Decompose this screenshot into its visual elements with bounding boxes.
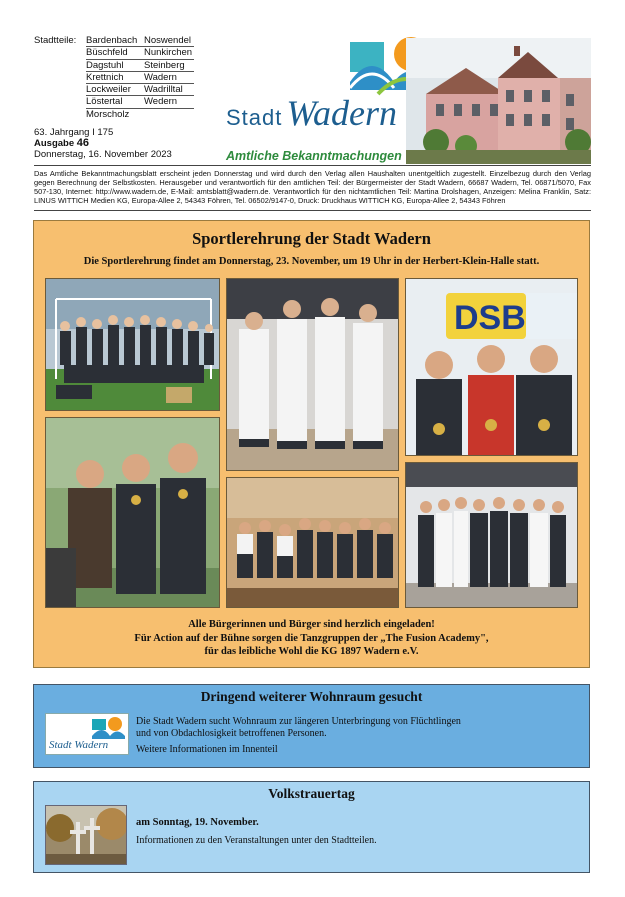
housing-line-1: Die Stadt Wadern sucht Wohnraum zur längeren Unterbringung von Flüchtlingen (136, 716, 461, 727)
district-name: Krettnich (86, 71, 124, 83)
volume-text: 63. Jahrgang I 175 (34, 127, 114, 138)
districts-row (86, 96, 194, 108)
photo-football-team (45, 278, 220, 411)
photo-fencers (226, 278, 399, 471)
issue-info (34, 127, 172, 160)
memorial-title: Volkstrauertag (268, 786, 355, 801)
districts-label: Stadtteile: (34, 35, 77, 46)
impressum-text: Das Amtliche Bekanntmachungsblatt erscheint jeden Donnerstag und wird durch den Verlag allen Haushalten unentgeltlich zugestellt. Einzelbezug durch den Verlag gegen Berechnung der Selbstkosten. Herausgeber und verantwortlich für den amtlichen Teil: der Bürgermeister der Stadt Wadern, 66687 Wadern, Tel. 06871/5070, Fax 507-130, Internet: http://www.wadern.de, E-Mail: amtsblatt@wadern.de. Verantwortlich für den nichtamtlichen Teil: Martina Drolshagen, Anzeigen: Melina Franklin, Satz: LINUS WITTICH Medien KG, Europa-Allee 2, 54343 Föhren, Tel. 06502/9147-0, Druck: Druckhaus WITTICH KG, Europa-Allee 2, 54343 Föhren (34, 169, 591, 205)
district-name (144, 109, 194, 120)
sports-catering-line: für das leibliche Wohl die KG 1897 Wadern e.V. (204, 646, 419, 657)
masthead-title (226, 92, 397, 134)
memorial-date: am Sonntag, 19. November. (136, 817, 259, 828)
photo-youth-team (226, 477, 399, 608)
photo-medal-men (45, 417, 220, 608)
town-logo-small-icon (90, 716, 126, 740)
housing-line-2: und von Obdachlosigkeit betroffenen Personen. (136, 728, 327, 739)
housing-line-3: Weitere Informationen im Innenteil (136, 744, 278, 755)
districts-row (86, 72, 194, 84)
housing-logo-box (45, 713, 129, 755)
dsb-banner-text: DSB (454, 299, 526, 337)
districts-row (86, 84, 194, 96)
edition-text (34, 138, 172, 149)
photo-judo-group (405, 462, 578, 608)
district-name: Wadern (144, 71, 177, 83)
masthead-title-small: Stadt (226, 105, 283, 130)
district-name: Noswendel (144, 35, 191, 46)
sports-dance-line: Für Action auf der Bühne sorgen die Tanzgruppen der „The Fusion Academy", (134, 633, 489, 644)
district-name: Bardenbach (86, 35, 138, 46)
masthead-title-big: Wadern (286, 93, 398, 133)
districts-row (86, 35, 194, 47)
districts-row (86, 109, 194, 120)
district-name: Wadrilltal (144, 84, 183, 96)
town-hall-photo (406, 38, 591, 164)
photo-shooting-medalists (405, 278, 578, 456)
masthead-subtitle: Amtliche Bekanntmachungen (226, 149, 402, 163)
impressum-divider (34, 210, 591, 211)
housing-title: Dringend weiterer Wohnraum gesucht (200, 689, 423, 704)
districts-row (86, 47, 194, 59)
edition-label: Ausgabe (34, 138, 75, 149)
housing-logo-text: Stadt Wadern (49, 739, 109, 751)
districts-row (86, 60, 194, 72)
district-name: Wedern (144, 96, 178, 108)
memorial-photo (45, 805, 127, 865)
issue-date: Donnerstag, 16. November 2023 (34, 149, 172, 160)
sports-title: Sportlerehrung der Stadt Wadern (192, 229, 431, 248)
district-name: Büschfeld (86, 47, 128, 59)
district-name: Morscholz (86, 108, 130, 120)
district-name: Steinberg (144, 59, 185, 71)
district-name: Dagstuhl (86, 59, 124, 71)
sports-invite-line: Alle Bürgerinnen und Bürger sind herzlich eingeladen! (188, 619, 435, 630)
sports-subtitle: Die Sportlerehrung findet am Donnerstag, 23. November, um 19 Uhr in der Herbert-Klein-Halle statt. (83, 256, 540, 267)
masthead-divider (34, 165, 591, 166)
edition-number: 46 (76, 137, 90, 149)
memorial-info: Informationen zu den Veranstaltungen unter den Stadtteilen. (136, 835, 377, 846)
districts-table (86, 35, 194, 120)
district-name: Lockweiler (86, 84, 131, 96)
district-name: Nunkirchen (144, 47, 193, 59)
district-name: Löstertal (86, 96, 123, 108)
